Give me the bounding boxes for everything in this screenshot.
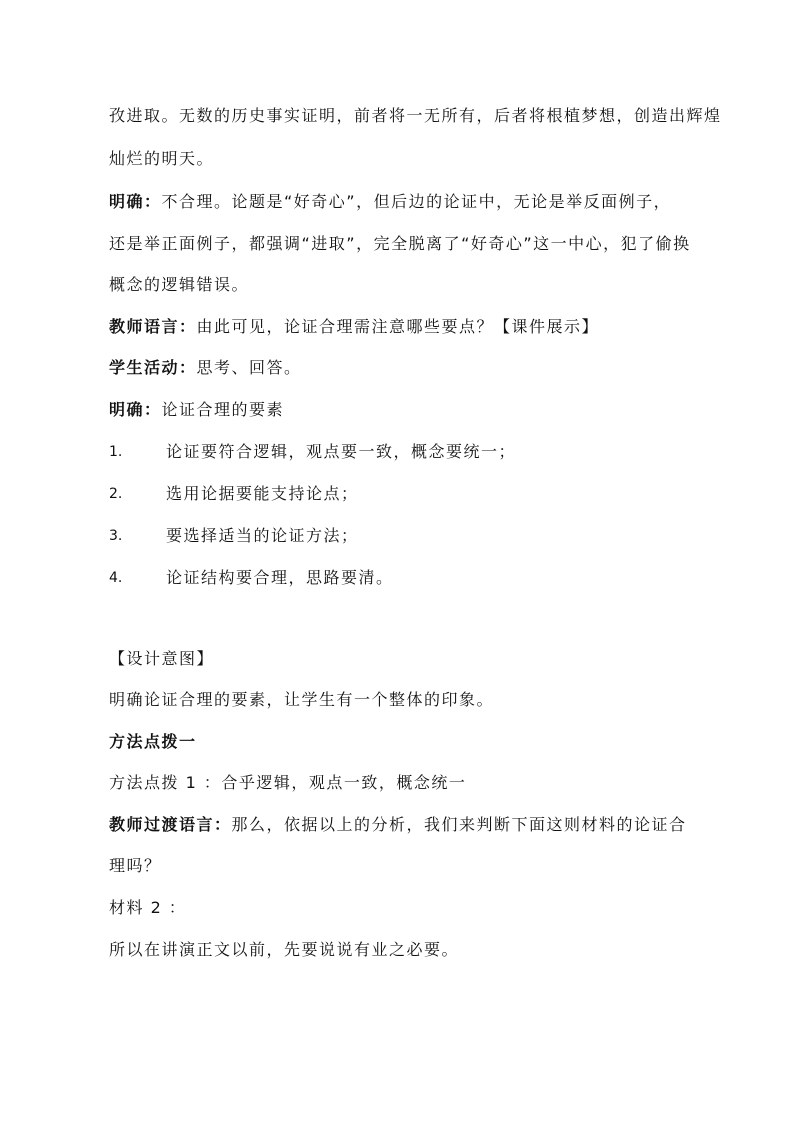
clarify-elements-text: 论证合理的要素: [161, 400, 285, 419]
method-line: 方法点拨 1 ：合乎逻辑，观点一致，概念统一: [109, 773, 467, 792]
list-item-number: 2.: [109, 486, 123, 502]
teacher-transition-text: 那么，依据以上的分析，我们来判断下面这则材料的论证合: [231, 815, 687, 834]
list-item-number: 3.: [109, 528, 123, 544]
student-activity-label: 学生活动：: [109, 358, 197, 377]
list-item-text: 要选择适当的论证方法；: [166, 526, 359, 545]
clarify-label: 明确：: [109, 192, 162, 211]
method-heading: 方法点拨一: [109, 732, 197, 751]
student-activity-text: 思考、回答。: [196, 358, 302, 377]
clarify-paragraph-line2: 还是举正面例子，都强调“进取”，完全脱离了“好奇心”这一中心，犯了偷换: [109, 234, 691, 253]
teacher-language-label: 教师语言：: [109, 317, 197, 336]
teacher-transition-line1: [109, 815, 687, 835]
clarify-elements: [109, 400, 284, 420]
paragraph1-line2: 灿烂的明天。: [109, 149, 215, 168]
clarify-elements-label: 明确：: [109, 400, 162, 419]
list-item-text: 选用论据要能支持论点；: [166, 484, 359, 503]
student-activity: [109, 358, 302, 378]
teacher-language: [109, 317, 599, 337]
list-item-text: 论证结构要合理，思路要清。: [166, 568, 394, 587]
design-intent-heading: 【设计意图】: [109, 649, 215, 668]
teacher-transition-label: 教师过渡语言：: [109, 815, 232, 834]
teacher-language-text: 由此可见，论证合理需注意哪些要点？【课件展示】: [196, 317, 600, 336]
clarify-paragraph-line3: 概念的逻辑错误。: [109, 275, 250, 294]
teacher-transition-line2: 理吗？: [109, 856, 162, 875]
paragraph1-line1: 孜进取。无数的历史事实证明，前者将一无所有，后者将根植梦想，创造出辉煌: [109, 106, 722, 125]
material-label: 材料 2 ：: [109, 898, 187, 917]
list-item-number: 4.: [109, 570, 123, 586]
material-text: 所以在讲演正文以前，先要说说有业之必要。: [109, 940, 460, 959]
clarify-text: 不合理。论题是“好奇心”，但后边的论证中，无论是举反面例子，: [161, 192, 672, 211]
design-intent-text: 明确论证合理的要素，让学生有一个整体的印象。: [109, 690, 495, 709]
list-item-text: 论证要符合逻辑，观点要一致，概念要统一；: [166, 442, 517, 461]
clarify-paragraph-line1: [109, 192, 671, 212]
list-item-number: 1.: [109, 444, 123, 460]
